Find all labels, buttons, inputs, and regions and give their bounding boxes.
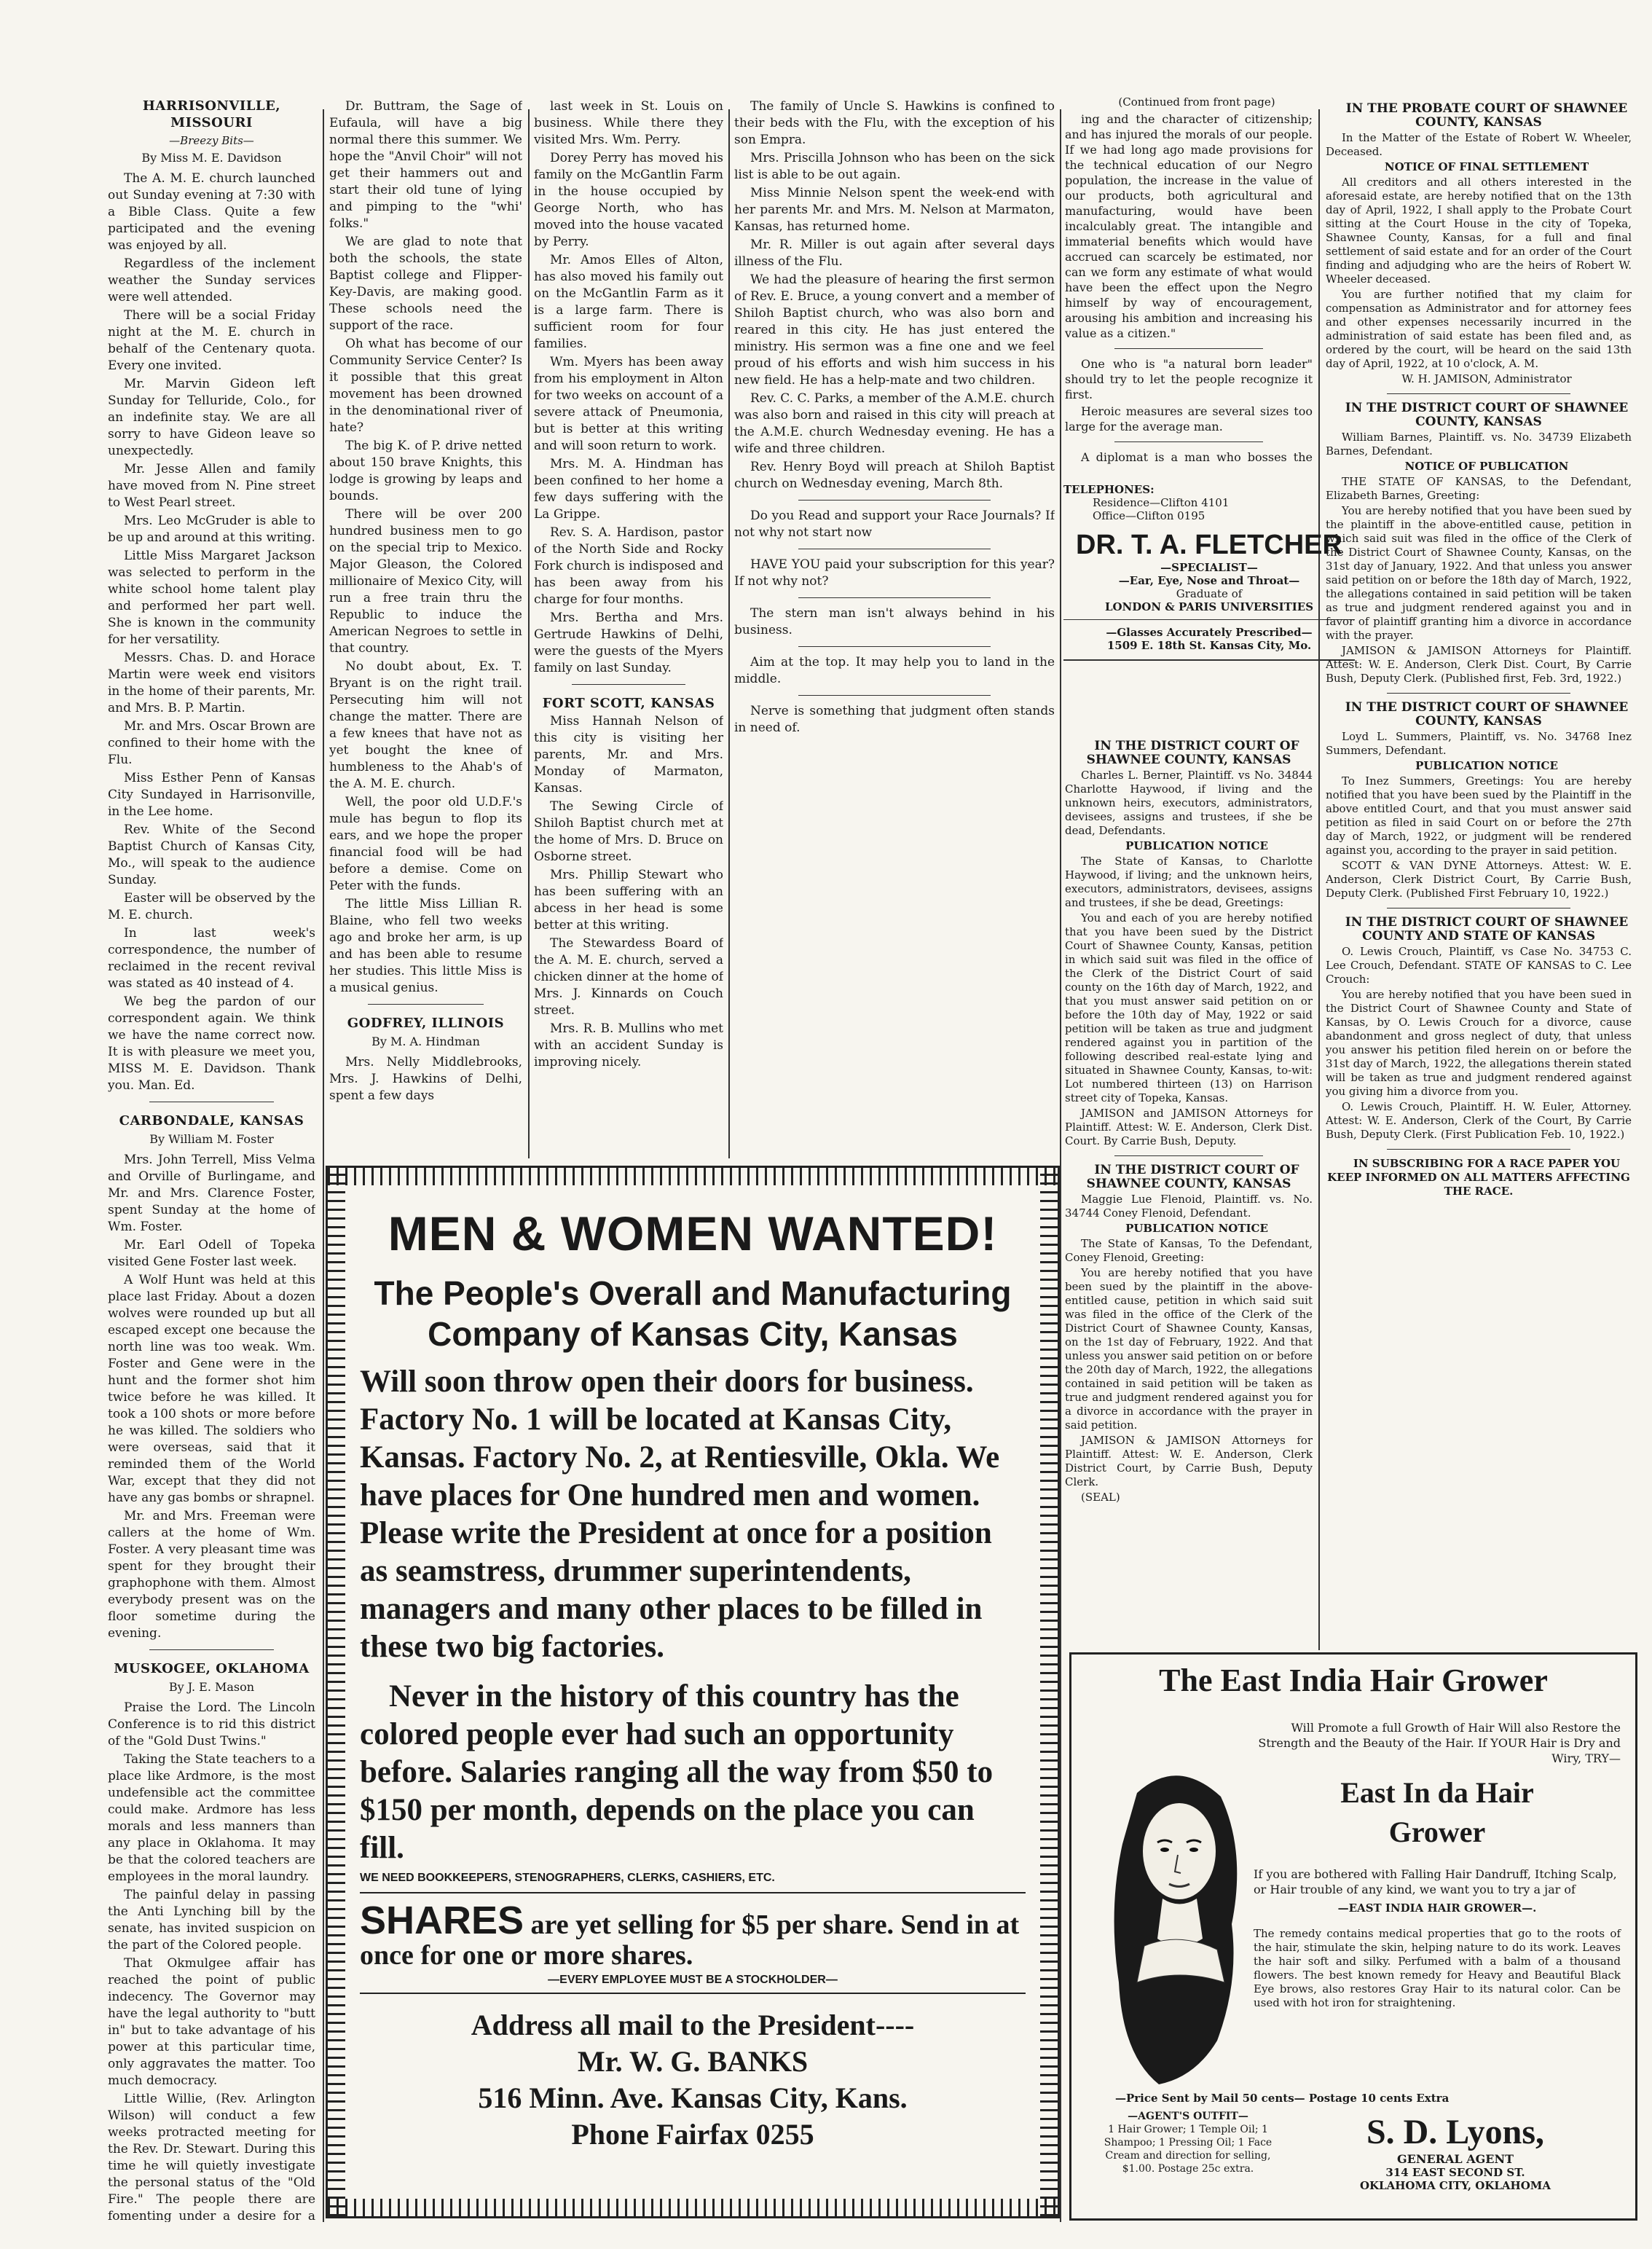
paragraph: A Wolf Hunt was held at this place last Friday. About a dozen wolves were rounded up but all escaped except one because the north line was too weak. Wm. Foster and Gene were in the hunt and the former shot him twice before he was killed. It took a 100 shots or more before he was killed. The soldiers who were overseas, said that it reminded them of the World War, except that they did not have any gas bombs or shrapnel.: [108, 1273, 315, 1505]
column-5-top: [1065, 95, 1313, 466]
divider: [1114, 441, 1263, 442]
paragraph: Rev. White of the Second Baptist Church of Kansas City, Mo., will speak to the audience Sunday.: [108, 823, 315, 887]
paragraph: The A. M. E. church launched out Sunday evening at 7:30 with a Bible Class. Quite a few participated and the evening was enjoyed by all.: [108, 171, 315, 253]
heading-harrisonville: HARRISONVILLE, MISSOURI: [142, 98, 281, 130]
men-women-wanted-ad: [326, 1166, 1060, 2218]
ad-border: [328, 2199, 1058, 2216]
heading-godfrey: GODFREY, ILLINOIS: [347, 1016, 505, 1031]
hair-brand: Grower: [1388, 1816, 1486, 1848]
column-1: [108, 87, 315, 2222]
ad-paragraph: Never in the history of this country has the colored people ever had such an opportunity before. Salaries ranging all the way from $50 to $150 per month, depends on the place you can fill.: [360, 1679, 994, 1865]
paragraph: Mrs. Leo McGruder is able to be up and around at this writing.: [108, 514, 315, 545]
ad-border: [328, 1168, 345, 2216]
filler-item: Do you Read and support your Race Journals? If not why not start now: [734, 509, 1055, 540]
legal-text: Loyd L. Summers, Plaintiff, vs. No. 34768 Inez Summers, Defendant.: [1326, 730, 1632, 757]
legal-subheading: NOTICE OF PUBLICATION: [1404, 460, 1569, 473]
legal-text: You are hereby notified that you have been sued by the plaintiff in the above-entitled cause, petition in which said suit was filed in the office of the Clerk of the District Court of Shawnee County, Kansas, on the 31st day of January, 1922. And that unless you answer said petition on or before the 18th day of March, 1922, the allegations contained in said petition will be taken as true and judgment rendered against you and in favor of plaintiff granting him a divorce in accordance with the prayer.: [1326, 504, 1632, 642]
paragraph: Mr. Amos Elles of Alton, has also moved his family out on the McGantlin Farm as it is a large farm. There is sufficient room for four families.: [534, 253, 723, 351]
legal-heading: IN THE DISTRICT COURT OF SHAWNEE COUNTY, KANSAS: [1086, 1163, 1299, 1191]
legal-text: O. Lewis Crouch, Plaintiff, vs Case No. 34753 C. Lee Crouch, Defendant. STATE OF KANSAS to C. Lee Crouch:: [1326, 945, 1632, 986]
divider: [1387, 1149, 1570, 1150]
hair-text-2: —EAST INDIA HAIR GROWER—.: [1337, 1901, 1537, 1915]
column-rule: [728, 109, 730, 1158]
outfit-heading: —AGENT'S OUTFIT—: [1128, 2111, 1248, 2122]
legal-heading: IN THE PROBATE COURT OF SHAWNEE COUNTY, KANSAS: [1345, 102, 1628, 130]
paragraph: Miss Minnie Nelson spent the week-end with her parents Mr. and Mrs. M. Nelson at Marmaton, Kansas, has returned home.: [734, 186, 1055, 234]
paragraph: We are glad to note that both the schools, the state Baptist college and Flipper-Key-Davis, are making good. These schools need the support of the race.: [329, 235, 522, 333]
legal-subheading: PUBLICATION NOTICE: [1415, 759, 1558, 772]
ad-headline: MEN & WOMEN WANTED!: [388, 1206, 998, 1260]
divider: [1063, 619, 1355, 620]
paragraph: Oh what has become of our Community Service Center? Is it possible that this great movement has been drowned in the denominational river of hate?: [329, 337, 522, 435]
byline: By Miss M. E. Davidson: [141, 151, 282, 165]
divider: [1387, 393, 1570, 394]
legal-signature: JAMISON & JAMISON Attorneys for Plaintiff. Attest: W. E. Anderson, Clerk Dist. Court, By Carrie Bush, Deputy Clerk. (Published first, Feb. 3rd, 1922.): [1326, 644, 1632, 685]
paragraph: Mrs. Priscilla Johnson who has been on the sick list is able to be out again.: [734, 151, 1055, 182]
column-rule: [528, 109, 530, 1158]
legal-text: William Barnes, Plaintiff. vs. No. 34739 Elizabeth Barnes, Defendant.: [1326, 431, 1632, 458]
ad-body: Will soon throw open their doors for business. Factory No. 1 will be located at Kansas City, Kansas. Factory No. 2, at Rentiesville, Okla. We have places for One hundred men and women. Please write the President at once for a position as seamstress, drummer superintendents, managers and many other places to be filled in these two big factories.: [360, 1365, 1000, 1664]
paragraph: Little Miss Margaret Jackson was selected to perform in the white school home talent play and performed her part well. She is known in the community for her versatility.: [108, 549, 315, 647]
paragraph: Heroic measures are several sizes too large for the average man.: [1065, 404, 1313, 433]
outfit-text: 1 Hair Grower; 1 Temple Oil; 1 Shampoo; 1 Pressing Oil; 1 Face Cream and direction for selling, $1.00. Postage 25c extra.: [1104, 2124, 1273, 2175]
legal-text: You are further notified that my claim for compensation as Administrator and for attorney fees and other expenses necessarily incurred in the administration of said estate has been filed and, as ordered by the court, will be heard on the said 13th day of April, 1922, at 10 o'clock, A. M.: [1326, 288, 1632, 370]
doctor-name: DR. T. A. FLETCHER: [1076, 530, 1342, 560]
paragraph: Well, the poor old U.D.F.'s mule has begun to flop its ears, and we hope the proper financial food will be had before a demise. Come on Peter with the funds.: [329, 795, 522, 893]
legal-signature: W. H. JAMISON, Administrator: [1401, 372, 1572, 385]
legal-signature: SCOTT & VAN DYNE Attorneys. Attest: W. E. Anderson, Clerk District Court, By Carrie Bush, Deputy Clerk. (Published First February 10, 1922.): [1326, 859, 1632, 900]
paragraph: Rev. C. C. Parks, a member of the A.M.E. church was also born and raised in this city will preach at the A.M.E. church Wednesday evening. He has a wife and three children.: [734, 391, 1055, 456]
specialty: —Ear, Eye, Nose and Throat—: [1118, 574, 1300, 587]
hair-brand: East In da Hair: [1340, 1776, 1534, 1809]
paragraph: The family of Uncle S. Hawkins is confined to their beds with the Flu, with the exception of his son Empra.: [734, 99, 1055, 147]
hair-price: —Price Sent by Mail 50 cents— Postage 10 cents Extra: [1115, 2092, 1450, 2105]
hair-intro: Will Promote a full Growth of Hair Will also Restore the Strength and the Beauty of the Hair. If YOUR Hair is Dry and Wiry, TRY—: [1258, 1721, 1621, 1765]
column-6: [1326, 102, 1632, 1650]
divider: [360, 1892, 1026, 1893]
paragraph: The little Miss Lillian R. Blaine, who fell two weeks ago and broke her arm, is up and has been able to resume her studies. This little Miss is a musical genius.: [329, 897, 522, 995]
legal-text: In the Matter of the Estate of Robert W. Wheeler, Deceased.: [1326, 131, 1632, 158]
hair-text-1: If you are bothered with Falling Hair Dandruff, Itching Scalp, or Hair trouble of any kind, we want you to try a jar of: [1254, 1867, 1617, 1896]
paragraph: Taking the State teachers to a place like Ardmore, is the most undefensible act the committee could make. Ardmore has less morals and less manners than any place in Oklahoma. It may be that the colored teachers are employees in the moral laundry.: [108, 1752, 315, 1884]
ad-border: [1040, 1168, 1058, 2216]
divider: [1114, 1155, 1263, 1156]
legal-text: You are hereby notified that you have been sued in the District Court of Shawnee County and State of Kansas, by O. Lewis Crouch for a divorce, cause abandonment and gross neglect of duty, that unless you answer his petition filed herein on or before the 31st day of March, 1922, the allegations therein stated will be taken as true and judgment rendered against you giving him a divorce from you.: [1326, 988, 1632, 1098]
filler-item: Aim at the top. It may help you to land in the middle.: [734, 655, 1055, 686]
divider: [1114, 348, 1263, 349]
legal-signature: JAMISON & JAMISON Attorneys for Plaintiff. Attest: W. E. Anderson, Clerk District Court, by Carrie Bush, Deputy Clerk.: [1065, 1434, 1313, 1488]
divider: [368, 1004, 484, 1005]
paragraph: Mr. Earl Odell of Topeka visited Gene Foster last week.: [108, 1238, 315, 1269]
column-5-legal: [1065, 739, 1313, 1650]
paragraph: Mrs. Nelly Middlebrooks, Mrs. J. Hawkins of Delhi, spent a few days: [329, 1055, 522, 1103]
glasses-note: —Glasses Accurately Prescribed—: [1106, 626, 1313, 639]
paragraph: Messrs. Chas. D. and Horace Martin were week end visitors in the home of their parents, Mr. and Mrs. B. P. Martin.: [108, 651, 315, 715]
legal-text: THE STATE OF KANSAS, to the Defendant, Elizabeth Barnes, Greeting:: [1326, 475, 1632, 502]
paragraph: Mrs. R. B. Mullins who met with an accident Sunday is improving nicely.: [534, 1021, 723, 1069]
legal-signature: JAMISON and JAMISON Attorneys for Plaintiff. Attest: W. E. Anderson, Clerk Dist. Court. By Carrie Bush, Deputy.: [1065, 1107, 1313, 1147]
divider: [798, 500, 991, 501]
legal-heading: IN THE DISTRICT COURT OF SHAWNEE COUNTY AND STATE OF KANSAS: [1345, 915, 1629, 943]
paragraph: Mrs. John Terrell, Miss Velma and Orville of Burlingame, and Mr. and Mrs. Clarence Foster, spent Sunday at the home of Wm. Foster.: [108, 1153, 315, 1234]
paragraph: There will be a social Friday night at the M. E. church in behalf of the Centenary quota. Every one invited.: [108, 308, 315, 373]
legal-heading: IN THE DISTRICT COURT OF SHAWNEE COUNTY, KANSAS: [1345, 700, 1629, 729]
paragraph: In last week's correspondence, the number of reclaimed in the recent revival was stated as 40 instead of 4.: [108, 926, 315, 991]
heading-muskogee: MUSKOGEE, OKLAHOMA: [114, 1661, 310, 1676]
divider: [798, 695, 991, 696]
hair-grower-ad: [1069, 1652, 1637, 2221]
seal-label: (SEAL): [1081, 1491, 1120, 1504]
woman-portrait-illustration: [1093, 1764, 1261, 2084]
paragraph: Mr. and Mrs. Oscar Brown are confined to their home with the Flu.: [108, 719, 315, 767]
graduate-label: Graduate of: [1176, 587, 1243, 600]
ad-content: [360, 1197, 1026, 2187]
hair-text-3: The remedy contains medical properties that go to the roots of the hair, stimulate the skin, helping nature to do its work. Leaves the hair soft and silky. Perfumed with a balm of a thousand flowers. The best known remedy for Heavy and Beautiful Black Eye brows, also restores Gray Hair to its natural color. Can be used with hot iron for straightening.: [1254, 1927, 1621, 2009]
legal-text: To Inez Summers, Greetings: You are hereby notified that you have been sued by the Plaintiff in the above entitled Court, and that you must answer said petition as filed in said Court on or before the 27th day of March, 1922, or judgment will be rendered against you, according to the prayer in said petition.: [1326, 774, 1632, 857]
agent-address: OKLAHOMA CITY, OKLAHOMA: [1359, 2179, 1551, 2192]
divider: [798, 646, 991, 647]
ad-stockholder-note: —EVERY EMPLOYEE MUST BE A STOCKHOLDER—: [548, 1974, 838, 1986]
paragraph: A diplomat is a man who bosses the: [1081, 450, 1313, 464]
shares-word: SHARES: [360, 1899, 524, 1942]
address-line: 516 Minn. Ave. Kansas City, Kans.: [478, 2081, 908, 2114]
paragraph: Dr. Buttram, the Sage of Eufaula, will have a big normal there this summer. We hope the "Anvil Choir" will not get their hammers out and start their old tune of lying and pimping to the "whi' folks.": [329, 99, 522, 231]
ad-address: [360, 2007, 1026, 2153]
column-3: [534, 98, 723, 1158]
paragraph: Little Willie, (Rev. Arlington Wilson) will conduct a few weeks protracted meeting for the Rev. Dr. Stewart. During this time he will quietly investigate the personal status of the "Old Fire." The people there are fomenting under a desire for a: [108, 2092, 315, 2222]
paragraph: Praise the Lord. The Lincoln Conference is to rid this district of the "Gold Dust Twins.": [108, 1700, 315, 1748]
column-rule: [1060, 109, 1061, 2222]
byline: By William M. Foster: [149, 1132, 274, 1146]
telephones-label: TELEPHONES:: [1063, 483, 1155, 496]
divider: [798, 597, 991, 598]
legal-text: The State of Kansas, To the Defendant, Coney Flenoid, Greeting:: [1065, 1237, 1313, 1264]
filler-item: HAVE YOU paid your subscription for this year? If not why not?: [734, 557, 1055, 589]
legal-text: Charles L. Berner, Plaintiff. vs No. 34844 Charlotte Haywood, if living and the unknown heirs, executors, administrators, devisees, assigns and trustees, if she be dead, Defendants.: [1065, 769, 1313, 837]
doctor-address: 1509 E. 18th St. Kansas City, Mo.: [1106, 639, 1312, 652]
legal-text: You are hereby notified that you have been sued by the plaintiff in the above-entitled cause, petition in which said suit was filed in the office of the Clerk of the District Court of Shawnee County, Kansas, on the 1st day of February, 1922. And that unless you answer said petition on or before the 20th day of March, 1922, the allegations contained in said petition will be taken as true and judgment rendered against you for a divorce in accordance with the prayer in said petition.: [1065, 1266, 1313, 1432]
paragraph: Mrs. Phillip Stewart who has been suffering with an abcess in her head is some better at this writing.: [534, 868, 723, 933]
ad-border: [328, 1168, 1058, 1185]
paragraph: One who is "a natural born leader" should try to let the people recognize it first.: [1065, 357, 1313, 401]
legal-heading: IN THE DISTRICT COURT OF SHAWNEE COUNTY, KANSAS: [1086, 739, 1299, 767]
agent-address: 314 EAST SECOND ST.: [1385, 2166, 1525, 2179]
paragraph: Mrs. M. A. Hindman has been confined to her home a few days suffering with the La Grippe.: [534, 457, 723, 522]
hair-ad-text: [1254, 1720, 1621, 2010]
address-line: Phone Fairfax 0255: [571, 2118, 814, 2151]
shares-text: are yet selling for $5 per share. Send in at once for one or more shares.: [360, 1910, 1020, 1971]
byline: By M. A. Hindman: [371, 1035, 480, 1048]
paragraph: The Stewardess Board of the A. M. E. church, served a chicken dinner at the home of Mrs. J. Kinnards on Couch street.: [534, 936, 723, 1018]
paragraph: The painful delay in passing the Anti Lynching bill by the senate, has invited suspicion on the part of the Colored people.: [108, 1888, 315, 1952]
divider: [360, 1993, 1026, 1994]
paragraph: Mrs. Bertha and Mrs. Gertrude Hawkins of Delhi, were the guests of the Myers family on last Sunday.: [534, 611, 723, 675]
paragraph: That Okmulgee affair has reached the point of public indecency. The Governor may have the legal authority to "butt in" but to take advantage of his power at this particular time, only aggravates the matter. Too much democracy.: [108, 1956, 315, 2088]
ad-company: The People's Overall and Manufacturing Company of Kansas City, Kansas: [374, 1274, 1012, 1353]
agent-outfit: [1093, 2110, 1283, 2175]
universities: LONDON & PARIS UNIVERSITIES: [1104, 600, 1314, 613]
paragraph: The Sewing Circle of Shiloh Baptist church met at the home of Mrs. D. Bruce on Osborne street.: [534, 799, 723, 864]
hair-ad-title: The East India Hair Grower: [1159, 1663, 1548, 1698]
paragraph: Miss Esther Penn of Kansas City Sundayed in Harrisonville, in the Lee home.: [108, 771, 315, 819]
continued-note: (Continued from front page): [1118, 95, 1275, 109]
divider: [572, 684, 685, 685]
address-line: Mr. W. G. BANKS: [577, 2045, 809, 2078]
legal-subheading: NOTICE OF FINAL SETTLEMENT: [1384, 160, 1589, 173]
divider: [1387, 693, 1570, 694]
residence-phone: Residence—Clifton 4101: [1093, 496, 1230, 509]
specialist-label: —SPECIALIST—: [1160, 561, 1258, 574]
agent-info: [1283, 2112, 1628, 2192]
column-2: [329, 98, 522, 1158]
legal-text: You and each of you are hereby notified that you have been sued by the District Court of Shawnee County, Kansas, petition in which said suit was filed in the office of the Clerk of the District Court of said county on the 16th day of March, 1922, and that you must answer said petition on or before the 10th day of May, 1922 or said petition will be taken as true and judgment rendered against you in partition of the following described real-estate lying and situated in Shawnee County, Kansas, to-wit: Lot numbered thirteen (13) on Harrison street city of Topeka, Kansas.: [1065, 911, 1313, 1104]
subheading: —Breezy Bits—: [169, 134, 254, 147]
address-line: Address all mail to the President----: [471, 2009, 915, 2041]
byline: By J. E. Mason: [168, 1680, 255, 1694]
agent-name: S. D. Lyons,: [1366, 2113, 1545, 2151]
column-rule: [1318, 109, 1320, 1650]
paragraph: The big K. of P. drive netted about 150 brave Knights, this lodge is growing by leaps and bounds.: [329, 439, 522, 503]
subscription-note: IN SUBSCRIBING FOR A RACE PAPER YOU KEEP INFORMED ON ALL MATTERS AFFECTING THE RACE.: [1327, 1157, 1630, 1198]
agent-title: GENERAL AGENT: [1396, 2152, 1514, 2166]
paragraph: Wm. Myers has been away from his employment in Alton for two weeks on account of a severe attack of Pneumonia, but is better at this writing and will soon return to work.: [534, 355, 723, 453]
paragraph: Mr. and Mrs. Freeman were callers at the home of Wm. Foster. A very pleasant time was spent for they brought their graphophone with them. Almost everybody present was on the floor sometime during the evening.: [108, 1509, 315, 1641]
paragraph: Easter will be observed by the M. E. church.: [108, 891, 315, 922]
paragraph: No doubt about, Ex. T. Bryant is on the right trail. Persecuting him will not change the matter. There are a few knees that have not as yet bought the knee of humbleness to the Ahab's of the A. M. E. church.: [329, 659, 522, 791]
legal-subheading: PUBLICATION NOTICE: [1125, 839, 1268, 852]
legal-subheading: PUBLICATION NOTICE: [1125, 1222, 1268, 1235]
paragraph: We beg the pardon of our correspondent again. We think we have the name correct now. It is with pleasure we meet you, MISS M. E. Davidson. Thank you. Man. Ed.: [108, 994, 315, 1093]
paragraph: Miss Hannah Nelson of this city is visiting her parents, Mr. and Mrs. Monday of Marmaton, Kansas.: [534, 714, 723, 796]
column-4: [734, 98, 1055, 1158]
paragraph: We had the pleasure of hearing the first sermon of Rev. E. Bruce, a young convert and a member of Shiloh Baptist church, who was also born and reared in this city. He has just entered the ministry. His sermon was a fine one and we feel proud of his efforts and wish him success in his new field. He has a help-mate and two children.: [734, 272, 1055, 388]
filler-item: Nerve is something that judgment often stands in need of.: [734, 704, 1055, 735]
paragraph: Rev. Henry Boyd will preach at Shiloh Baptist church on Wednesday evening, March 8th.: [734, 460, 1055, 491]
paragraph: There will be over 200 hundred business men to go on the special trip to Mexico. Major Gleason, the Colored millionaire of Mexico City, will run a free train thru the Republic to induce the American Negroes to settle in that country.: [329, 507, 522, 656]
paragraph: Mr. Jesse Allen and family have moved from N. Pine street to West Pearl street.: [108, 462, 315, 510]
heading-carbondale: CARBONDALE, KANSAS: [119, 1113, 304, 1129]
legal-text: All creditors and all others interested in the aforesaid estate, are hereby notified that on the 13th day of April, 1922, I shall apply to the Probate Court sitting at the Court House in the city of Topeka, Shawnee County, Kansas, for a full and final settlement of said estate and for an order of the Court finding and adjudging who are the heirs of Robert W. Wheeler deceased.: [1326, 176, 1632, 286]
ad-shares: [360, 1899, 1026, 1971]
paragraph: Dorey Perry has moved his family on the McGantlin Farm in the house occupied by George North, who has moved into the house vacated by Perry.: [534, 151, 723, 249]
divider: [149, 1649, 274, 1650]
filler-item: The stern man isn't always behind in his business.: [734, 606, 1055, 637]
paragraph: Mr. Marvin Gideon left Sunday for Telluride, Colo., for an indefinite stay. We are all sorry to have Gideon leave so unexpectedly.: [108, 377, 315, 458]
legal-heading: IN THE DISTRICT COURT OF SHAWNEE COUNTY, KANSAS: [1345, 401, 1629, 429]
divider: [1063, 659, 1355, 661]
heading-fort-scott: FORT SCOTT, KANSAS: [542, 696, 715, 711]
paragraph: Mr. R. Miller is out again after several days illness of the Flu.: [734, 238, 1055, 269]
paragraph: Regardless of the inclement weather the Sunday services were well attended.: [108, 256, 315, 305]
legal-text: The State of Kansas, to Charlotte Haywood, if living; and the unknown heirs, executors, administrators, devisees, assigns and trustees, if she be dead, Greetings:: [1065, 855, 1313, 909]
paragraph: ing and the character of citizenship; and has injured the morals of our people. If we had long ago made provisions for the technical education of our Negro population, the increase in the value of our products, both agricultural and manufacturing, would have been incalculably great. The intangible and immaterial benefits which would have accrued can scarcely be estimated, nor can we form any estimate of what would have been the effect upon the Negro himself by way of encouragement, arousing his ambition and increasing his value as a citizen.": [1065, 112, 1313, 340]
ad-small-print: WE NEED BOOKKEEPERS, STENOGRAPHERS, CLERKS, CASHIERS, ETC.: [360, 1872, 775, 1884]
paragraph: Rev. S. A. Hardison, pastor of the North Side and Rocky Fork church is indisposed and has been away from his charge for four months.: [534, 525, 723, 607]
legal-text: Maggie Lue Flenoid, Plaintiff. vs. No. 34744 Coney Flenoid, Defendant.: [1065, 1193, 1313, 1220]
column-rule: [323, 109, 324, 2222]
office-phone: Office—Clifton 0195: [1093, 509, 1205, 522]
paragraph: last week in St. Louis on business. While there they visited Mrs. Wm. Perry.: [534, 99, 723, 147]
legal-signature: O. Lewis Crouch, Plaintiff. H. W. Euler, Attorney. Attest: W. E. Anderson, Clerk of the Court, By Carrie Bush, Deputy Clerk. (First Publication Feb. 10, 1922.): [1326, 1100, 1632, 1141]
